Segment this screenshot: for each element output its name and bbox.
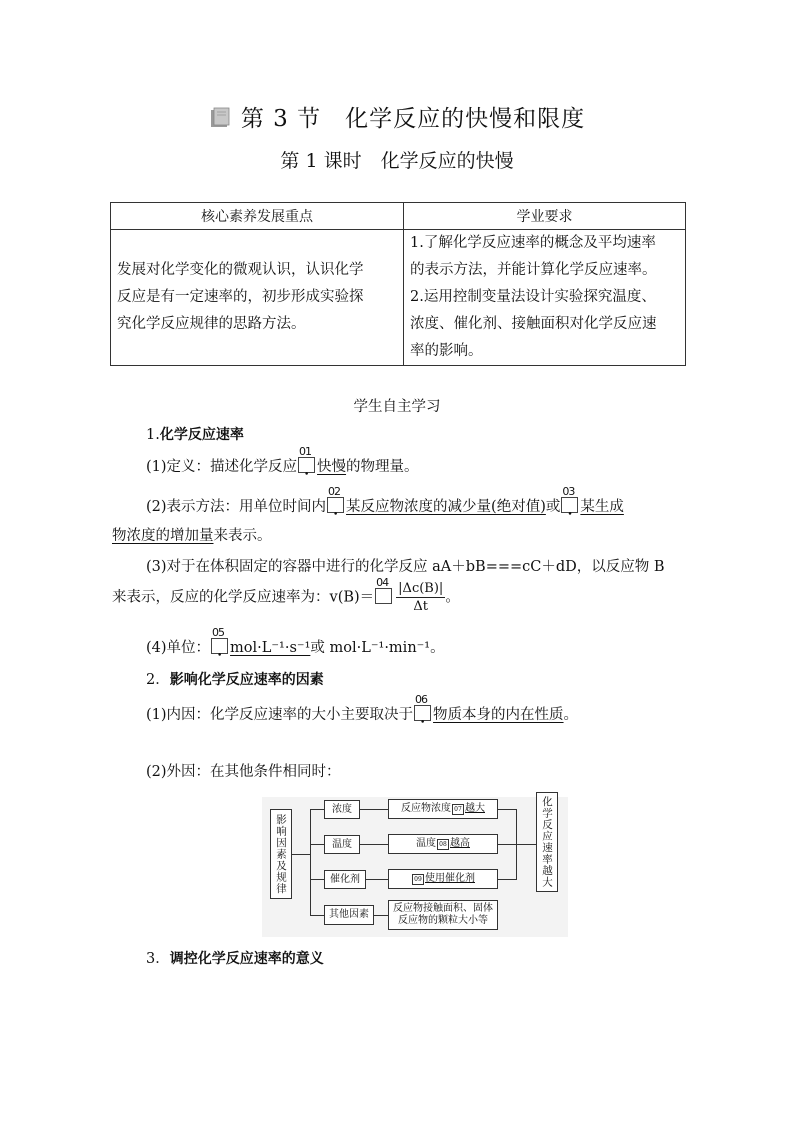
answer-marker-04: 04 (375, 588, 392, 604)
fraction-numerator: |Δc(B)| (398, 581, 444, 596)
inner-cause-line (146, 693, 579, 728)
factor-temperature: 温度 (324, 835, 360, 854)
core-line: 究化学反应规律的思路方法。 (117, 316, 306, 332)
equation-line: (3)对于在体积固定的容器中进行的化学反应 aA＋bB===cC＋dD，以反应物 B (146, 559, 665, 575)
req-line: 浓度、催化剂、接触面积对化学反应速 (410, 316, 657, 332)
effect-other-line: 反应物的颗粒大小等 (398, 915, 488, 926)
answer-05: mol·L⁻¹·s⁻¹ (230, 640, 311, 656)
effect-catalyst (388, 869, 498, 889)
s2-heading-text: 影响化学反应速率的因素 (169, 672, 324, 688)
factor-other: 其他因素 (324, 905, 374, 925)
section-title: 学生自主学习 (353, 399, 441, 415)
req-line: 1.了解化学反应速率的概念及平均速率 (410, 235, 656, 251)
effect-temperature: 温度 08 越高 (388, 834, 498, 854)
answer-02: 某反应物浓度的减少量(绝对值) (346, 499, 546, 515)
text: 来表示。 (213, 528, 272, 544)
answer-08: 越高 (450, 838, 470, 849)
text: 或 mol·L⁻¹·min⁻¹。 (310, 640, 445, 656)
diagram-right-label: 化学反应速率越大 (536, 792, 558, 892)
table-header-core: 核心素养发展重点 (111, 203, 404, 230)
answer-marker-08: 08 (437, 839, 449, 850)
s1-heading-num: 1. (146, 427, 160, 443)
s3-heading-num: 3． (146, 951, 170, 967)
effect-other (388, 900, 498, 930)
representation-line-2 (112, 524, 272, 545)
chapter-title (0, 100, 794, 133)
text: (1)内因：化学反应速率的大小主要取决于 (146, 707, 414, 723)
text: 或 (545, 499, 561, 515)
table-header-row (111, 203, 686, 230)
factors-diagram (262, 797, 568, 937)
text: 。 (445, 589, 460, 606)
rate-fraction (396, 580, 445, 615)
table-header-req: 学业要求 (404, 203, 686, 230)
req-line: 的表示方法，并能计算化学反应速率。 (410, 262, 657, 278)
answer-marker-05: 05 • (211, 638, 228, 654)
s1-heading (146, 424, 244, 444)
answer-marker-06: 06 • (414, 705, 431, 721)
answer-09: 使用催化剂 (425, 873, 475, 884)
text: 的物理量。 (346, 459, 419, 475)
diagram-left-label: 影响因素及规律 (270, 809, 292, 899)
representation-line (146, 485, 624, 520)
text: 。 (563, 707, 579, 723)
s2-heading-num: 2． (146, 672, 170, 688)
text: (1)定义：描述化学反应 (146, 459, 298, 475)
answer-01: 快慢 (317, 459, 347, 475)
s1-heading-text: 化学反应速率 (159, 427, 244, 443)
unit-line (146, 626, 445, 661)
core-line: 反应是有一定速率的，初步形成实验探 (117, 289, 364, 305)
chapter-title-text: 第 3 节 化学反应的快慢和限度 (240, 106, 586, 132)
requirements-table (110, 202, 686, 366)
answer-marker-03: 03 • (561, 497, 578, 513)
req-line: 2.运用控制变量法设计实验探究温度、 (410, 289, 656, 305)
lesson-title: 第 1 课时 化学反应的快慢 (280, 150, 514, 172)
answer-marker-01: 01 • (298, 457, 315, 473)
rate-formula-line (112, 575, 460, 615)
answer-marker-09: 09 (412, 874, 424, 885)
factor-catalyst: 催化剂 (324, 870, 366, 889)
outer-cause-line: (2)外因：在其他条件相同时： (146, 764, 341, 780)
s2-heading (146, 668, 324, 689)
answer-06: 物质本身的内在性质 (433, 707, 564, 723)
answer-marker-07: 07 (452, 804, 464, 815)
requirement-cell (404, 230, 686, 366)
table-row (111, 230, 686, 366)
effect-concentration: 反应物浓度 07 越大 (388, 799, 498, 819)
answer-marker-02: 02 • (327, 497, 344, 513)
definition-line (146, 445, 419, 480)
effect-other-line: 反应物接触面积、固体 (393, 903, 493, 914)
s3-heading (146, 947, 324, 968)
answer-07: 越大 (465, 803, 485, 814)
text: 来表示，反应的化学反应速率为：v(B)＝ (112, 589, 375, 606)
book-icon (209, 107, 231, 129)
s3-heading-text: 调控化学反应速率的意义 (169, 951, 324, 967)
core-line: 发展对化学变化的微观认识，认识化学 (117, 262, 364, 278)
factor-concentration: 浓度 (324, 800, 360, 819)
text: (4)单位： (146, 640, 211, 656)
req-line: 率的影响。 (410, 343, 483, 359)
answer-03: 某生成 (580, 499, 624, 515)
text: (2)表示方法：用单位时间内 (146, 499, 327, 515)
answer-03-cont: 物浓度的增加量 (112, 528, 214, 544)
core-literacy-cell (111, 230, 404, 366)
fraction-denominator: Δt (413, 599, 429, 614)
